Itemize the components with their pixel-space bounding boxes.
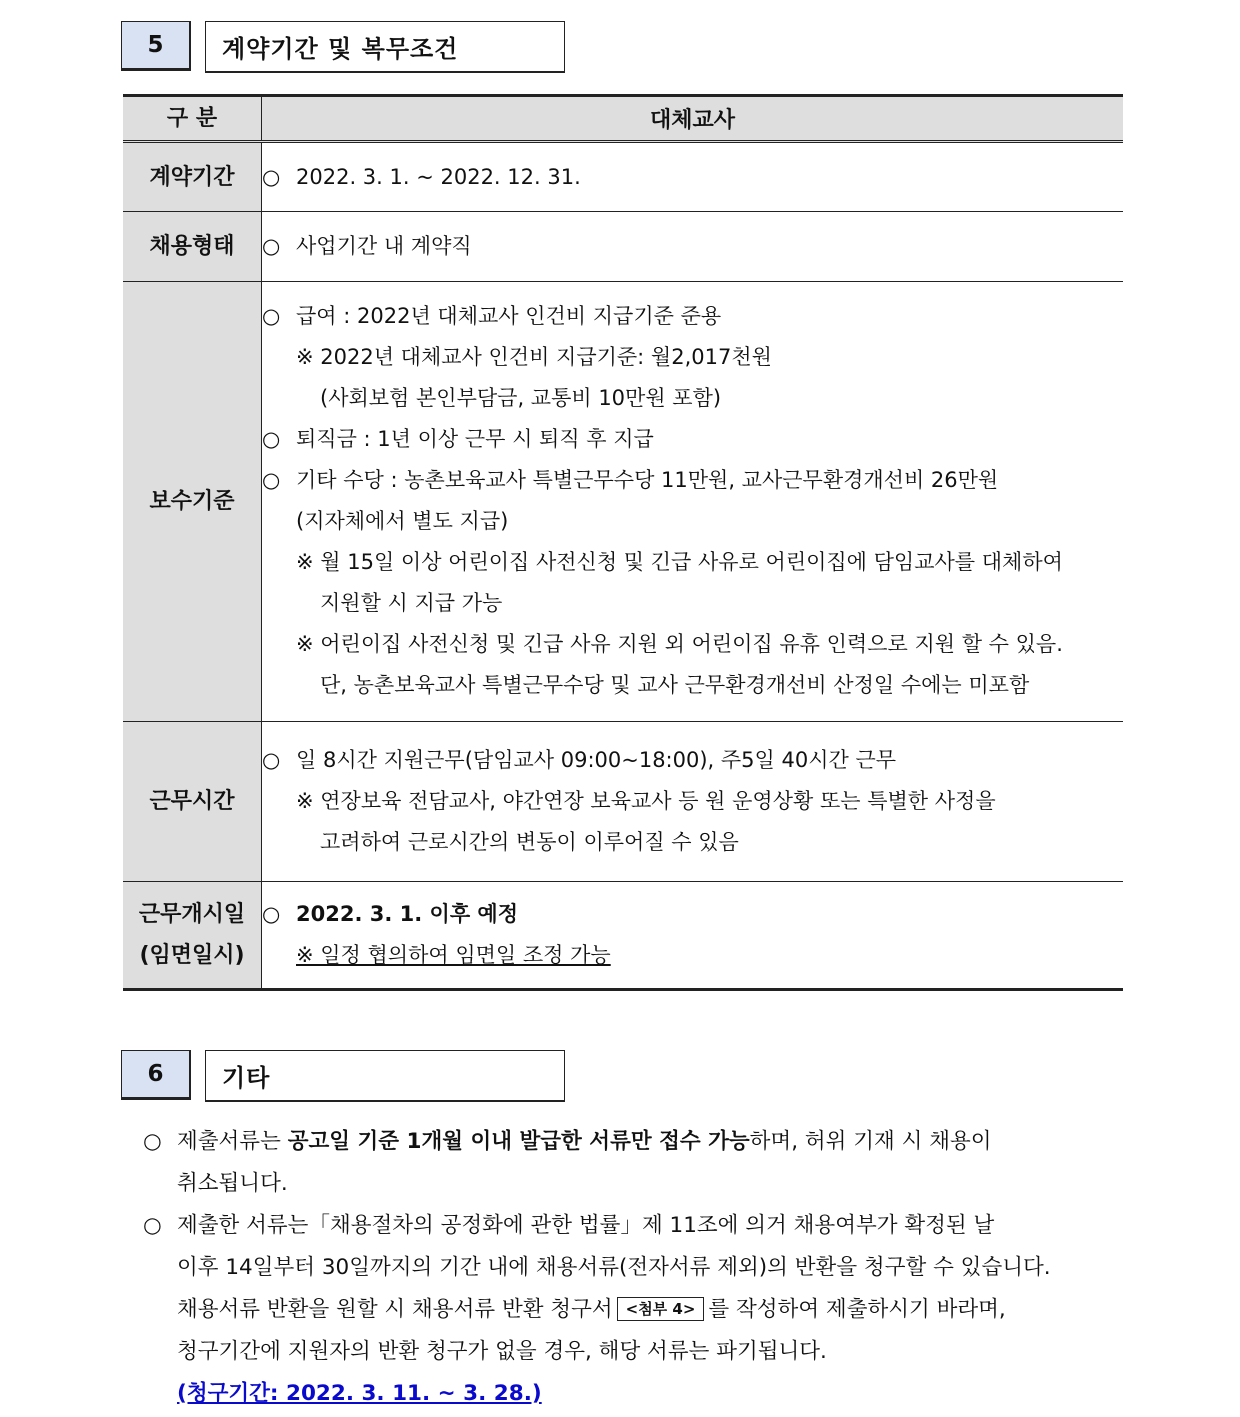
pay-note: ※ 월 15일 이상 어린이집 사전신청 및 긴급 사유로 어린이집에 담임교사를 대체하여 [296,549,1063,574]
row-label: 계약기간 [123,142,262,212]
paragraph-text: 청구기간에 지원자의 반환 청구가 없을 경우, 해당 서류는 파기됩니다. [177,1339,827,1364]
circle-bullet: ○ [262,748,281,772]
start-date: 2022. 3. 1. 이후 예정 [296,902,518,926]
paragraph-text: 이후 14일부터 30일까지의 기간 내에 채용서류(전자서류 제외)의 반환을 청구할 수 있습니다. [177,1255,1051,1280]
circle-bullet: ○ [143,1129,162,1154]
attachment-ref-box: <첨부 4> [617,1297,705,1321]
employment-type: 사업기간 내 계약직 [296,234,472,258]
table-row-pay [123,282,1123,722]
circle-bullet: ○ [262,303,281,328]
table-row-contract [123,142,1123,212]
circle-bullet: ○ [262,234,281,258]
header-substitute-teacher: 대체교사 [262,96,1124,142]
pay-note: 단, 농촌보육교사 특별근무수당 및 교사 근무환경개선비 산정일 수에는 미포함 [320,672,1030,697]
hours-note: 고려하여 근로시간의 변동이 이루어질 수 있음 [320,830,739,854]
table-header-row [123,96,1123,142]
start-note: ※ 일정 협의하여 임면일 조정 가능 [296,943,611,967]
pay-note: (지자체에서 별도 지급) [296,508,509,533]
table-row-hours [123,722,1123,882]
row-label-sub: (임면일시) [139,943,245,968]
circle-bullet: ○ [143,1213,162,1238]
section-number: 6 [121,1050,191,1100]
table-row-employment [123,212,1123,282]
paragraph-text: 제출한 서류는「채용절차의 공정화에 관한 법률」제 11조에 의거 채용여부가 확정된 날 [177,1213,995,1238]
pay-note: (사회보험 본인부담금, 교통비 10만원 포함) [320,385,722,410]
contract-terms-table [123,94,1123,991]
pay-note: 지원할 시 지급 가능 [320,590,503,615]
pay-line: 급여 : 2022년 대체교사 인건비 지급기준 준용 [296,303,722,328]
hours-note: ※ 연장보육 전담교사, 야간연장 보육교사 등 원 운영상황 또는 특별한 사정을 [296,789,996,813]
row-label: 채용형태 [123,212,262,282]
pay-note: ※ 2022년 대체교사 인건비 지급기준: 월2,017천원 [296,344,772,369]
pay-note: ※ 어린이집 사전신청 및 긴급 사유 지원 외 어린이집 유휴 인력으로 지원 할 수 있음. [296,631,1063,656]
header-category: 구 분 [123,96,262,142]
circle-bullet: ○ [262,164,281,189]
circle-bullet: ○ [262,426,281,451]
pay-line: 기타 수당 : 농촌보육교사 특별근무수당 11만원, 교사근무환경개선비 26만원 [296,467,999,492]
emphasis-text: 공고일 기준 1개월 이내 발급한 서류만 접수 가능 [287,1129,750,1154]
row-label: 보수기준 [123,282,262,722]
row-label: 근무시간 [123,722,262,882]
table-row-start [123,882,1123,990]
row-label: 근무개시일 [138,902,246,927]
hours-line: 일 8시간 지원근무(담임교사 09:00~18:00), 주5일 40시간 근무 [296,748,897,772]
section-number: 5 [121,21,191,71]
section-title: 계약기간 및 복무조건 [205,21,565,73]
circle-bullet: ○ [262,902,281,926]
claim-period: (청구기간: 2022. 3. 11. ~ 3. 28.) [177,1381,542,1406]
circle-bullet: ○ [262,467,281,492]
section-6-body: ○ 제출서류는 공고일 기준 1개월 이내 발급한 서류만 접수 가능하며, 허위 기재 시 채용이 취소됩니다. ○ 제출한 서류는「채용절차의 공정화에 관한 법률」제 11조에 의거 채용여부가 확정된 날 이후 14일부터 30일까지의 기간 내에 채용서류(전자서류 제외)의 반환을 청구할 수 있습니다. 채용서류 반환을 원할 시 채용서류 반환 청구서 <첨부 4> 를 작성하여 제출하시기 바라며, 청구기간에 지원자의 반환 청구가 없을 경우, 해당 서류는 파기됩니다. (청구기간: 2022. 3. 11. ~ 3. 28.) [143,1121,1123,1415]
pay-line: 퇴직금 : 1년 이상 근무 시 퇴직 후 지급 [296,426,654,451]
contract-period: 2022. 3. 1. ~ 2022. 12. 31. [296,164,581,189]
section-title: 기타 [205,1050,565,1102]
